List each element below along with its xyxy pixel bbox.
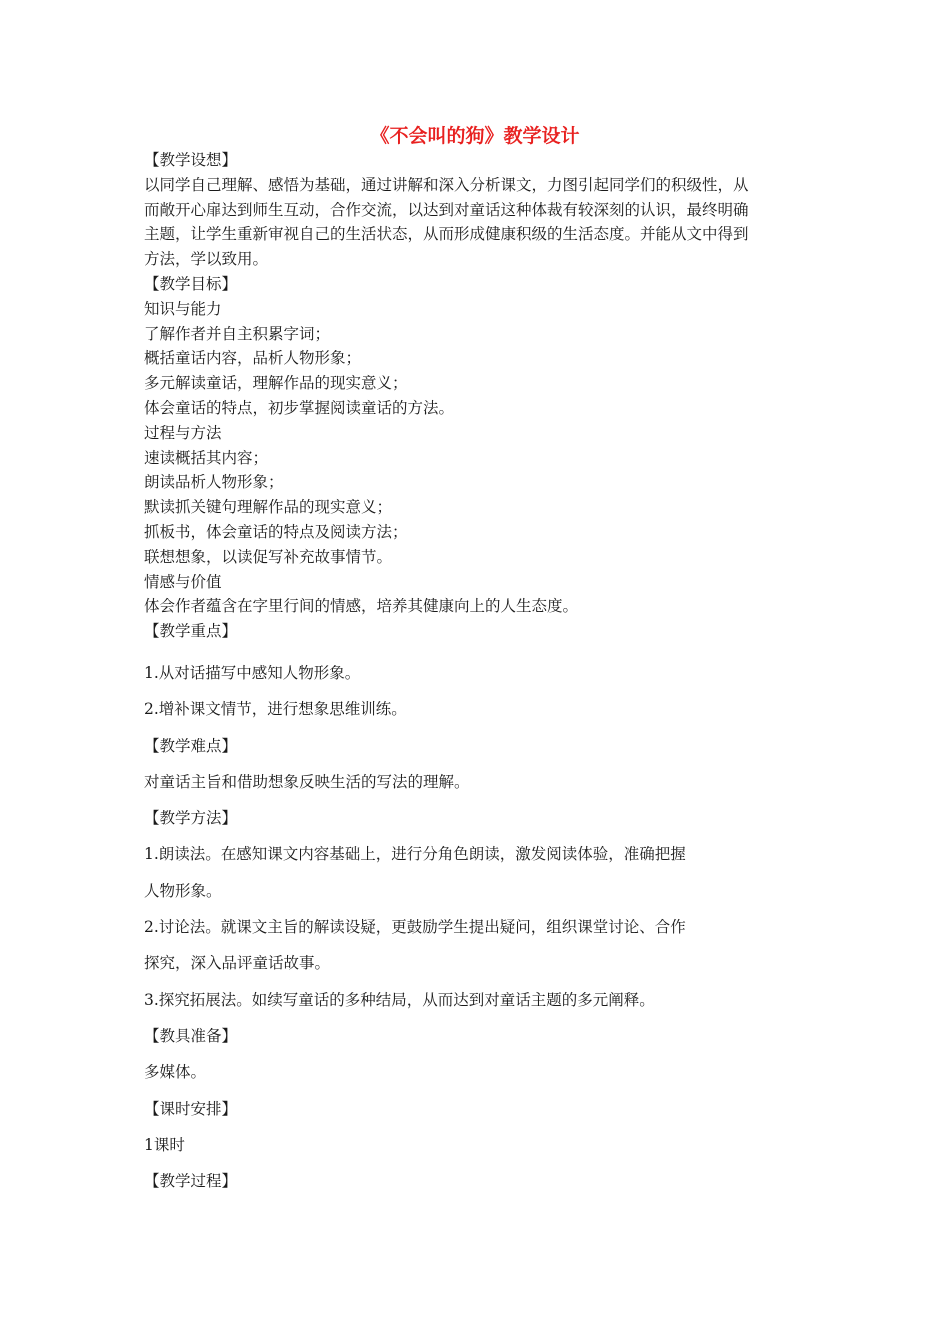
text-line: 1.朗读法。在感知课文内容基础上，进行分角色朗读，激发阅读体验，准确把握 [144, 845, 686, 864]
heading-teaching-goals: 【教学目标】 [144, 274, 238, 293]
text-line: 了解作者并自主积累字词； [144, 324, 331, 343]
text-line: 探究，深入品评童话故事。 [144, 954, 331, 973]
text-line: 速读概括其内容； [144, 448, 269, 467]
text-line: 对童话主旨和借助想象反映生活的写法的理解。 [144, 772, 470, 791]
text-line: 方法，学以致用。 [144, 250, 269, 269]
document-body-top [144, 148, 806, 644]
heading-difficulties: 【教学难点】 [144, 736, 238, 755]
heading-key-points: 【教学重点】 [144, 622, 238, 641]
text-line: 3.探究拓展法。如续写童话的多种结局，从而达到对童话主题的多元阐释。 [144, 990, 655, 1009]
text-line: 默读抓关键句理解作品的现实意义； [144, 498, 393, 517]
text-line: 2.讨论法。就课文主旨的解读设疑，更鼓励学生提出疑问，组织课堂讨论、合作 [144, 918, 686, 937]
document-title: 《不会叫的狗》教学设计 [370, 125, 580, 147]
heading-schedule: 【课时安排】 [144, 1099, 238, 1118]
text-line: 联想想象，以读促写补充故事情节。 [144, 547, 393, 566]
text-line: 1.从对话描写中感知人物形象。 [144, 664, 361, 682]
heading-teaching-concept: 【教学设想】 [144, 151, 238, 169]
text-line: 体会作者蕴含在字里行间的情感，培养其健康向上的人生态度。 [144, 597, 579, 616]
text-line: 而敞开心扉达到师生互动，合作交流，以达到对童话这种体裁有较深刻的认识，最终明确 [144, 200, 749, 219]
text-line: 以同学自己理解、感悟为基础，通过讲解和深入分析课文，力图引起同学们的积级性，从 [144, 175, 749, 194]
subheading-emotion: 情感与价值 [144, 572, 222, 591]
document-body-bottom [144, 655, 806, 1199]
text-line: 多媒体。 [144, 1063, 207, 1082]
text-line: 人物形象。 [144, 881, 222, 900]
heading-materials: 【教具准备】 [144, 1026, 238, 1045]
text-line: 朗读品析人物形象； [144, 473, 284, 492]
heading-process: 【教学过程】 [144, 1172, 238, 1191]
subheading-knowledge: 知识与能力 [144, 299, 222, 318]
text-line: 2.增补课文情节，进行想象思维训练。 [144, 700, 407, 719]
text-line: 概括童话内容，品析人物形象； [144, 349, 362, 368]
subheading-process: 过程与方法 [144, 423, 222, 442]
text-line: 体会童话的特点，初步掌握阅读童话的方法。 [144, 398, 455, 417]
text-line: 多元解读童话，理解作品的现实意义； [144, 374, 408, 393]
text-line: 1课时 [144, 1135, 185, 1154]
text-line: 抓板书，体会童话的特点及阅读方法； [144, 522, 408, 541]
heading-methods: 【教学方法】 [144, 809, 238, 828]
text-line: 主题，让学生重新审视自己的生活状态，从而形成健康积级的生活态度。并能从文中得到 [144, 225, 749, 244]
